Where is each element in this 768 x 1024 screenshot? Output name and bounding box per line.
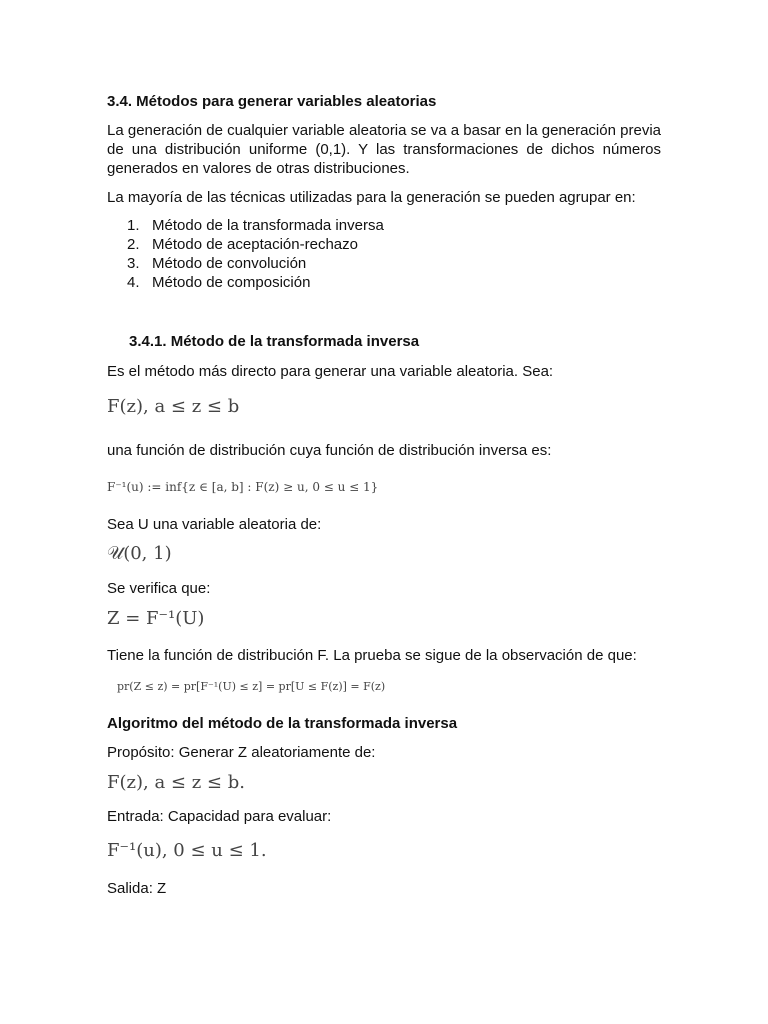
- document-page: [107, 0, 661, 1024]
- verify-text: Se verifica que:: [107, 580, 211, 597]
- equation-z-definition: Z = F⁻¹(U): [107, 608, 205, 629]
- list-item: [107, 273, 384, 292]
- section-paragraph-1: La generación de cualquier variable aleatoria se va a basar en la generación previa de una distribución uniforme (0,1). Y las transformaciones de dichos números generados en valores de otras distribuciones.: [107, 122, 661, 177]
- list-item-label: Método de convolución: [152, 255, 307, 272]
- list-item-number: 2.: [127, 236, 140, 253]
- equation-purpose: F(z), a ≤ z ≤ b.: [107, 772, 245, 793]
- algorithm-input: Entrada: Capacidad para evaluar:: [107, 808, 332, 825]
- list-item-number: 1.: [127, 217, 140, 234]
- equation-proof: pr(Z ≤ z) = pr[F⁻¹(U) ≤ z] = pr[U ≤ F(z)] = F(z): [117, 680, 386, 693]
- algorithm-heading: Algoritmo del método de la transformada inversa: [107, 715, 458, 732]
- section-heading: 3.4. Métodos para generar variables aleatorias: [107, 93, 437, 110]
- equation-uniform: 𝒰(0, 1): [107, 543, 172, 564]
- equation-inverse-function: F⁻¹(u) := inf{z ∈ [a, b] : F(z) ≥ u, 0 ≤ u ≤ 1}: [107, 480, 379, 494]
- equation-distribution-function: F(z), a ≤ z ≤ b: [107, 396, 240, 417]
- section-paragraph-2: La mayoría de las técnicas utilizadas para la generación se pueden agrupar en:: [107, 189, 636, 206]
- list-item: [107, 254, 384, 273]
- list-item: [107, 235, 384, 254]
- list-item-number: 3.: [127, 255, 140, 272]
- proof-text: Tiene la función de distribución F. La prueba se sigue de la observación de que:: [107, 647, 637, 664]
- algorithm-purpose: Propósito: Generar Z aleatoriamente de:: [107, 744, 376, 761]
- list-item-number: 4.: [127, 274, 140, 291]
- equation-input: F⁻¹(u), 0 ≤ u ≤ 1.: [107, 840, 267, 861]
- list-item-label: Método de aceptación-rechazo: [152, 236, 358, 253]
- subsection-intro: Es el método más directo para generar una variable aleatoria. Sea:: [107, 363, 554, 380]
- list-item: [107, 216, 384, 235]
- subsection-heading: 3.4.1. Método de la transformada inversa: [129, 333, 420, 350]
- list-item-label: Método de composición: [152, 274, 311, 291]
- uniform-variable-text: Sea U una variable aleatoria de:: [107, 516, 322, 533]
- algorithm-output: Salida: Z: [107, 880, 167, 897]
- methods-list: [107, 216, 384, 292]
- inverse-intro-text: una función de distribución cuya función de distribución inversa es:: [107, 442, 552, 459]
- list-item-label: Método de la transformada inversa: [152, 217, 384, 234]
